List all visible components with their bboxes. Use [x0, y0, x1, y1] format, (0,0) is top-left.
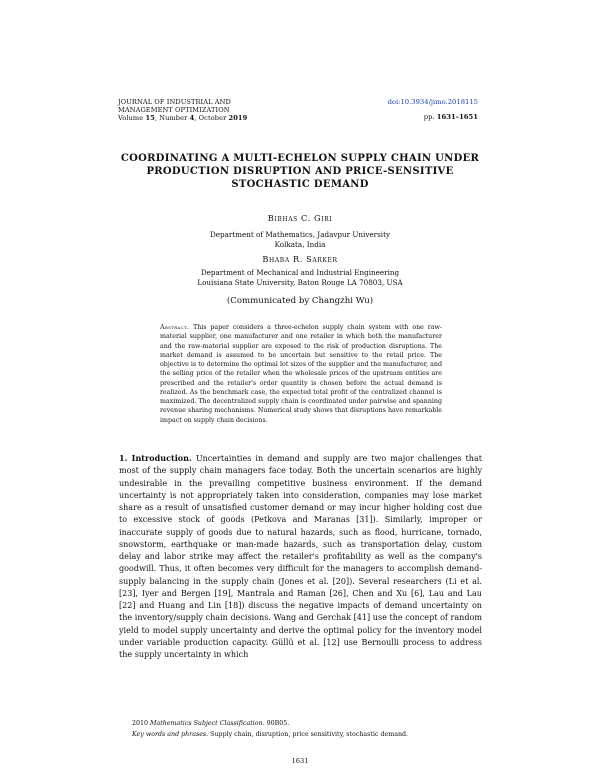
section-body: Uncertainties in demand and supply are two major challenges that most of the supply chain managers face today. Both the uncertain scenarios are highly undesirable in the prevailing competitive business environment. If the demand uncertainty is not appropriately taken into consideration, companies may lose market share as a result of unsatisfied customer demand or may incur higher holding cost due to excessive stock of goods (Petkova and Maranas [31]). Similarly, improper or inaccurate supply of goods due to natural hazards, such as flood, hurricane, tornado, snowstorm, earthquake or man-made hazards, such as transportation delay, custom delay and labor strike may affect the retailer's profitability as well as the company's goodwill. Thus, it often becomes very difficult for the managers to accomplish demand-supply balancing in the supply chain (Jones et al. [20]). Several researchers (Li et al. [23], Iyer and Bergen [19], Mantrala and Raman [26], Chen and Xu [6], Lau and Lau [22] and Huang and Lin [18]) discuss the negative impacts of demand uncertainty on the inventory/supply chain decisions. Wang and Gerchak [41] use the concept of random yield to model supply uncertainty and derive the optimal policy for the inventory model under variable production capacity. Güllü et al. [12] use Bernoulli process to address the supply uncertainty in which [119, 454, 483, 659]
abstract-label: Abstract. [160, 324, 190, 331]
doi-header [388, 98, 478, 121]
author-name: Bhaba R. Sarker [262, 254, 338, 264]
footnotes [132, 719, 484, 740]
introduction-section [119, 452, 482, 661]
page-number: 1631 [291, 757, 309, 765]
issue-number: 4 [189, 114, 195, 122]
section-heading: 1. Introduction. [119, 453, 192, 463]
journal-name-line1: JOURNAL OF INDUSTRIAL AND [118, 98, 231, 106]
volume-info: Volume 15, Number 4, October 2019 [118, 114, 248, 122]
page-range: pp. 1631–1651 [423, 113, 478, 121]
msc-classification: 2010 Mathematics Subject Classification. 90B05. [132, 720, 290, 727]
paper-title: COORDINATING A MULTI-ECHELON SUPPLY CHAIN UNDER PRODUCTION DISRUPTION AND PRICE-SENSITIVE STOCHASTIC DEMAND [120, 153, 480, 190]
author-name: Bibhas C. Giri [267, 213, 333, 223]
journal-name-line2: MANAGEMENT OPTIMIZATION [118, 106, 230, 114]
volume-number: 15 [145, 114, 155, 122]
author-affiliation: Department of Mechanical and Industrial Engineering Louisiana State University, Baton Rouge LA 70803, USA [197, 268, 403, 287]
abstract [160, 323, 442, 425]
author-affiliation: Department of Mathematics, Jadavpur University Kolkata, India [209, 230, 391, 249]
communicated-by: (Communicated by Changzhi Wu) [226, 296, 374, 306]
doi-link[interactable]: doi:10.3934/jimo.2018115 [387, 98, 478, 106]
abstract-text: This paper considers a three-echelon supply chain system with one raw-material supplier, one manufacturer and one retailer in which both the manufacturer and the raw-material supplier are exposed to the risk of production disruptions. The market demand is assumed to be uncertain but sensitive to the retail price. The objective is to determine the optimal lot sizes of the supplier and the manufacturer, and the selling price of the retailer when the wholesale prices of the upstream entities are prescribed and the retailer's order quantity is chosen before the actual demand is realized. As the benchmark case, the expected total profit of the centralized channel is maximized. The decentralized supply chain is coordinated under pairwise and spanning revenue sharing mechanisms. Numerical study shows that disruptions have remarkable impact on supply chain decisions. [160, 324, 442, 424]
journal-header [118, 98, 247, 122]
year: 2019 [228, 114, 248, 122]
keywords: Key words and phrases. Supply chain, disruption, price sensitivity, stochastic demand. [132, 730, 409, 738]
